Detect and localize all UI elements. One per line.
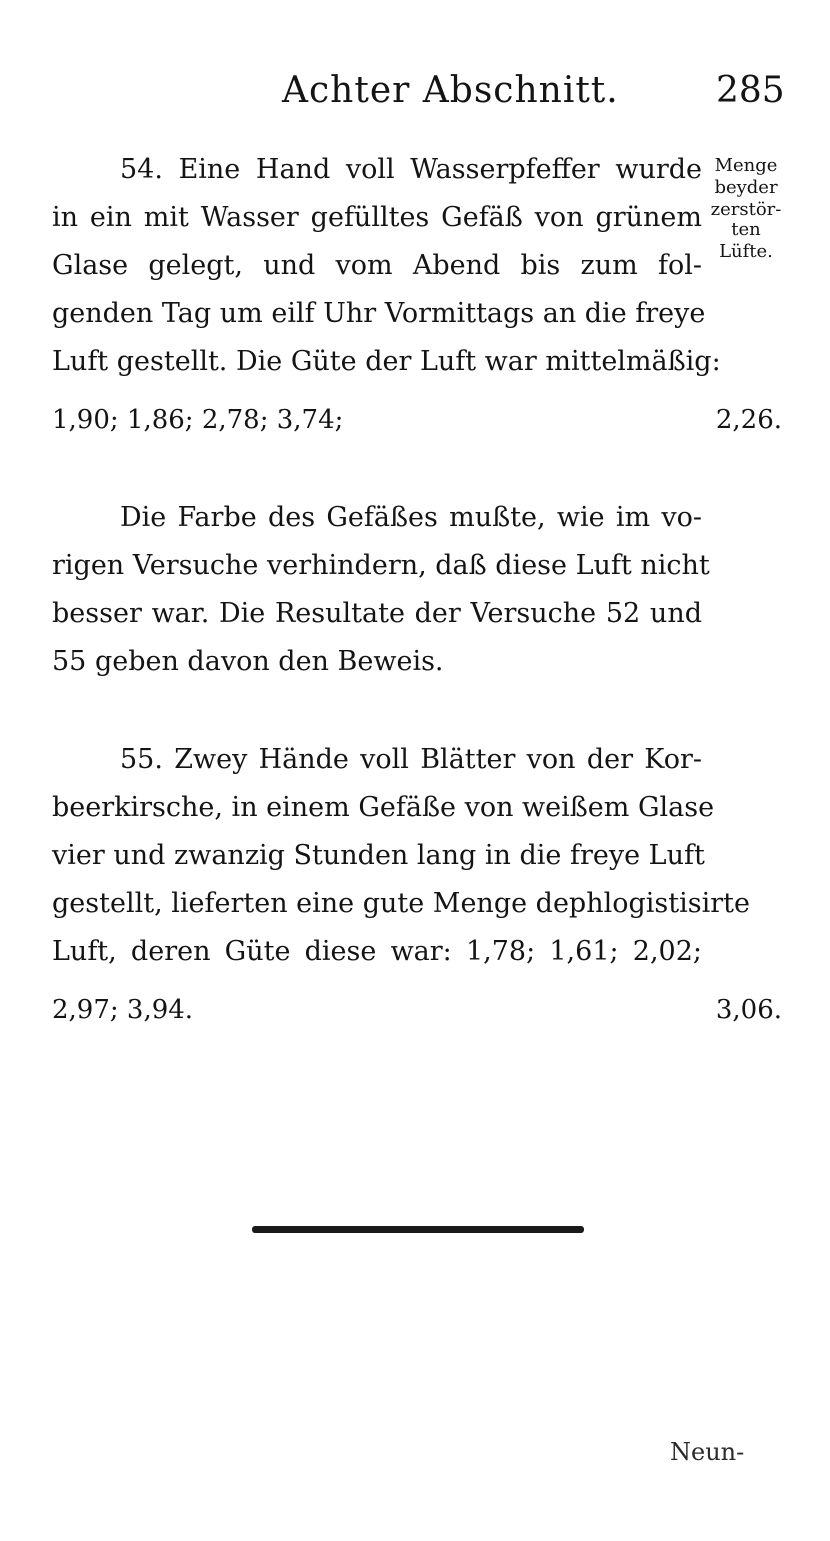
measurement-values: 2,97; 3,94. xyxy=(52,995,194,1025)
text-line: 55 geben davon den Beweis. xyxy=(52,646,444,677)
text-line: Luft, deren Güte diese war: 1,78; 1,61; 2,02; xyxy=(52,936,702,967)
margin-note-line: Menge xyxy=(714,155,778,176)
margin-note-line: Lüfte. xyxy=(719,241,773,262)
measurement-average: 3,06. xyxy=(715,995,782,1025)
text-line: 55. Zwey Hände voll Blätter von der Kor- xyxy=(120,744,702,775)
paragraph-55 xyxy=(52,736,750,976)
margin-note-line: beyder xyxy=(714,177,778,198)
paragraph-note xyxy=(52,494,710,686)
text-line: Die Farbe des Gefäßes mußte, wie im vo- xyxy=(120,502,702,533)
text-line: vier und zwanzig Stunden lang in die freye Luft xyxy=(52,840,705,871)
text-line: 54. Eine Hand voll Wasserpfeffer wurde xyxy=(120,154,702,185)
measurement-row-55 xyxy=(52,990,782,1030)
section-divider xyxy=(252,1226,584,1233)
text-line: in ein mit Wasser gefülltes Gefäß von grünem xyxy=(52,202,702,233)
text-line: beerkirsche, in einem Gefäße von weißem Glase xyxy=(52,792,715,823)
page-number: 285 xyxy=(716,70,785,111)
catchword: Neun- xyxy=(670,1438,745,1466)
margin-note-line: zerstör- xyxy=(710,199,782,220)
measurement-values: 1,90; 1,86; 2,78; 3,74; xyxy=(52,405,344,435)
paragraph-54 xyxy=(52,146,721,386)
text-line: besser war. Die Resultate der Versuche 52 und xyxy=(52,598,702,629)
text-line: Glase gelegt, und vom Abend bis zum fol- xyxy=(52,250,702,281)
running-head: Achter Abschnitt. xyxy=(282,70,619,111)
text-line: gestellt, lieferten eine gute Menge dephlogistisirte xyxy=(52,888,750,919)
text-line: genden Tag um eilf Uhr Vormittags an die freye xyxy=(52,298,706,329)
margin-note-line: ten xyxy=(731,219,761,240)
margin-note xyxy=(706,152,786,266)
measurement-average: 2,26. xyxy=(715,405,782,435)
text-line: rigen Versuche verhindern, daß diese Luft nicht xyxy=(52,550,710,581)
text-line: Luft gestellt. Die Güte der Luft war mittelmäßig: xyxy=(52,346,721,377)
measurement-row-54 xyxy=(52,400,782,440)
